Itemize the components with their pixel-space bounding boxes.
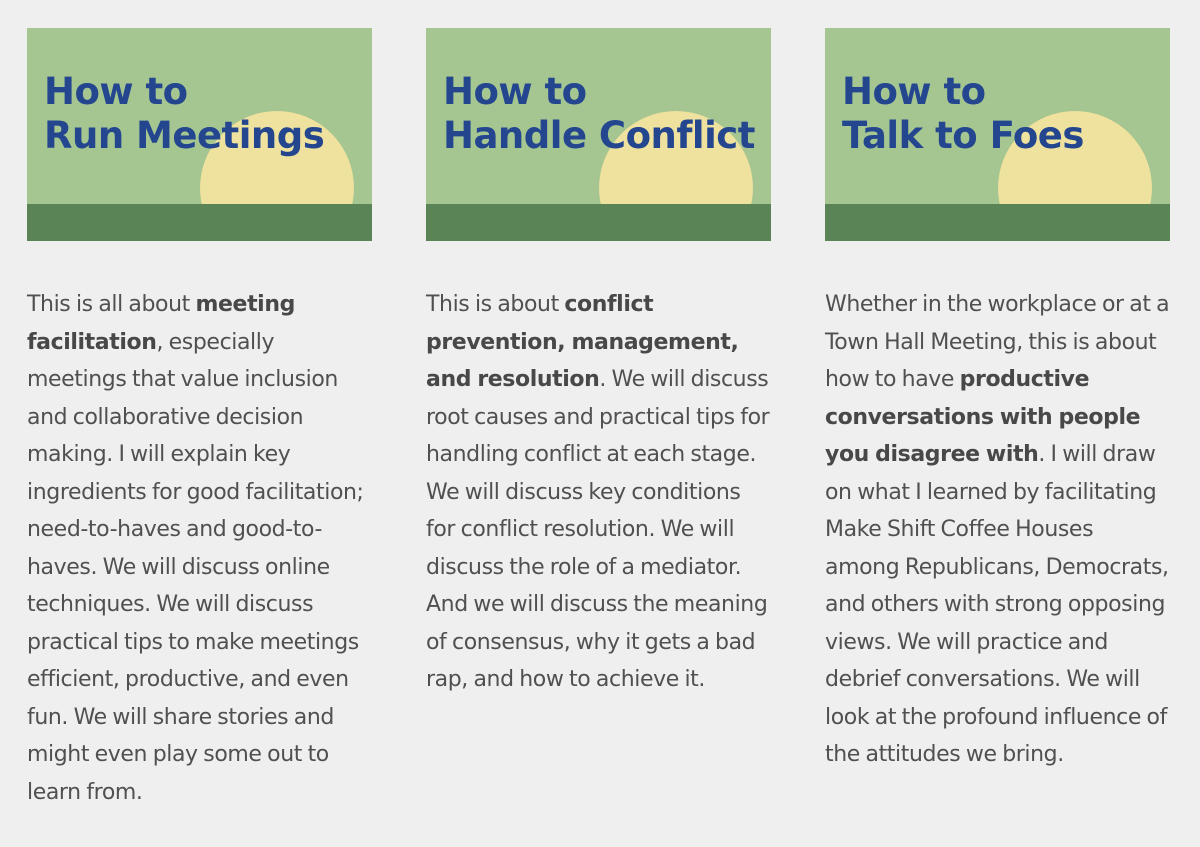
workshop-banner-image[interactable] [27, 28, 372, 241]
ground-stripe [27, 204, 372, 241]
description-text: This is about [426, 292, 565, 317]
description-emphasis: meeting facilitation [27, 292, 295, 355]
workshop-description [825, 286, 1171, 774]
workshop-card-talk-to-foes [825, 28, 1171, 774]
description-text: , especially meetings that value inclusion and collaborative decision making. I will explain key ingredients for good facilitation; need-to-haves and good-to-haves. We will discuss online techniques. We will discuss practical tips to make meetings efficient, productive, and even fun. We will share stories and might even play some out to learn from. [27, 329, 364, 805]
banner-title-line-2: Handle Conflict [443, 114, 755, 157]
description-text: . I will draw on what I learned by facilitating Make Shift Coffee Houses among Republicans, Democrats, and others with strong opposing views. We will practice and debrief conversations. We will look at the profound influence of the attitudes we bring. [825, 442, 1169, 767]
workshop-banner-image[interactable] [825, 28, 1170, 241]
description-text: This is all about [27, 292, 196, 317]
description-emphasis: productive conversations with people you disagree with [825, 367, 1141, 467]
banner-title-line-1: How to [842, 70, 986, 113]
description-text: . We will discuss root causes and practical tips for handling conflict at each stage. We will discuss key conditions for conflict resolution. We will discuss the role of a mediator. And we will discuss the meaning of consensus, why it gets a bad rap, and how to achieve it. [426, 367, 770, 692]
banner-title-line-1: How to [44, 70, 188, 113]
banner-title-line-1: How to [443, 70, 587, 113]
banner-title [842, 70, 1084, 158]
description-text: Whether in the workplace or at a Town Hall Meeting, this is about how to have [825, 292, 1170, 392]
workshop-banner-image[interactable] [426, 28, 771, 241]
banner-title-line-2: Talk to Foes [842, 114, 1084, 157]
workshop-description [426, 286, 772, 699]
ground-stripe [426, 204, 771, 241]
banner-title [443, 70, 755, 158]
banner-title [44, 70, 324, 158]
workshop-card-handle-conflict [426, 28, 772, 699]
banner-title-line-2: Run Meetings [44, 114, 325, 157]
description-emphasis: conflict prevention, management, and resolution [426, 292, 739, 392]
ground-stripe [825, 204, 1170, 241]
workshop-card-run-meetings [27, 28, 373, 811]
workshop-description [27, 286, 373, 811]
